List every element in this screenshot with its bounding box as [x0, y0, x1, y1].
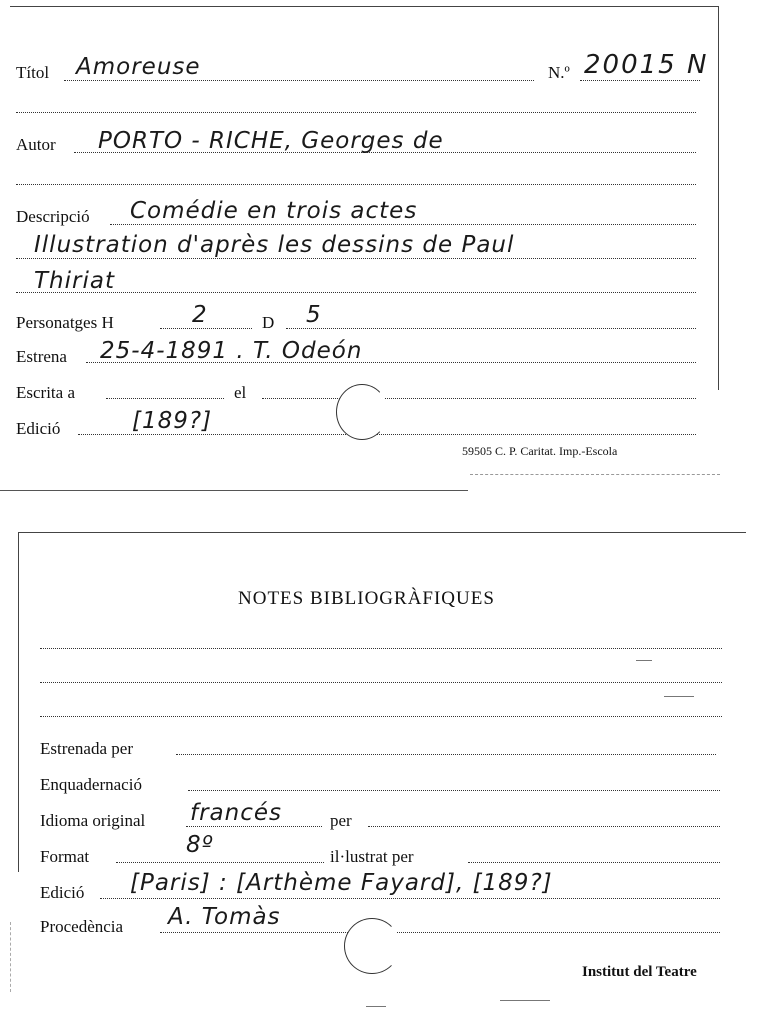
descripcio-value-1: Comédie en trois actes — [130, 198, 418, 224]
card-edge — [718, 6, 719, 390]
edicio-line — [78, 434, 696, 435]
descripcio-label: Descripció — [16, 207, 90, 226]
format-line — [116, 862, 324, 863]
edicio-line — [100, 898, 720, 899]
procedencia-line — [160, 932, 720, 933]
idioma-per-label: per — [330, 811, 352, 830]
card-edge — [470, 474, 720, 475]
printer-imprint: 59505 C. P. Caritat. Imp.-Escola — [462, 444, 618, 458]
idioma-per-line — [368, 826, 720, 827]
speck — [366, 1006, 386, 1007]
blank-line — [40, 682, 722, 683]
descripcio-line — [16, 292, 696, 293]
format-value: 8º — [186, 832, 214, 858]
speck — [500, 1000, 550, 1001]
punch-hole — [336, 384, 388, 440]
speck — [636, 660, 652, 661]
idioma-line — [186, 826, 322, 827]
estrenada-line — [176, 754, 716, 755]
edicio-label: Edició — [40, 883, 85, 902]
illustrat-line — [468, 862, 720, 863]
illustrat-label: il·lustrat per — [330, 847, 414, 866]
edicio-label: Edició — [16, 419, 61, 438]
escrita-el-label: el — [234, 383, 247, 402]
format-label: Format — [40, 847, 90, 866]
card-edge — [10, 6, 718, 7]
personatges-d-value: 5 — [306, 302, 322, 328]
escrita-label: Escrita a — [16, 383, 75, 402]
enquadernacio-label: Enquadernació — [40, 775, 142, 794]
idioma-label: Idioma original — [40, 811, 146, 830]
notes-heading: NOTES BIBLIOGRÀFIQUES — [238, 588, 495, 609]
number-label: N.º — [548, 63, 570, 82]
idioma-value: francés — [190, 800, 283, 826]
blank-line — [40, 716, 722, 717]
descripcio-value-2: Illustration d'après les dessins de Paul — [34, 232, 515, 258]
blank-line — [16, 184, 696, 185]
titol-value: Amoreuse — [76, 54, 201, 80]
procedencia-label: Procedència — [40, 917, 124, 936]
institution-footer: Institut del Teatre — [582, 964, 697, 980]
number-line — [580, 80, 700, 81]
personatges-d-line — [286, 328, 696, 329]
personatges-h-line — [160, 328, 252, 329]
blank-line — [40, 648, 722, 649]
number-value: 20015 N — [584, 50, 709, 80]
autor-value: PORTO - RICHE, Georges de — [98, 128, 444, 154]
titol-label: Títol — [16, 63, 50, 82]
card-edge — [0, 490, 468, 491]
card-edge — [18, 532, 746, 533]
descripcio-value-3: Thiriat — [34, 268, 115, 294]
edicio-value: [189?] — [132, 408, 213, 434]
catalog-card-front — [0, 0, 728, 478]
autor-label: Autor — [16, 135, 56, 154]
titol-line — [64, 80, 534, 81]
personatges-d-label: D — [262, 313, 275, 332]
estrenada-label: Estrenada per — [40, 739, 133, 758]
edicio-value: [Paris] : [Arthème Fayard], [189?] — [130, 870, 553, 896]
estrena-label: Estrena — [16, 347, 67, 366]
card-edge — [18, 532, 19, 872]
personatges-label: Personatges H — [16, 313, 114, 332]
descripcio-line — [110, 224, 696, 225]
punch-hole — [344, 918, 400, 974]
descripcio-line — [16, 258, 696, 259]
personatges-h-value: 2 — [192, 302, 208, 328]
blank-line — [16, 112, 696, 113]
card-edge — [10, 922, 11, 992]
estrena-value: 25-4-1891 . T. Odeón — [100, 338, 363, 364]
enquadernacio-line — [188, 790, 720, 791]
escrita-line — [106, 398, 224, 399]
catalog-card-back — [0, 522, 759, 1028]
speck — [664, 696, 694, 697]
procedencia-value: A. Tomàs — [168, 904, 281, 930]
escrita-el-line — [262, 398, 696, 399]
